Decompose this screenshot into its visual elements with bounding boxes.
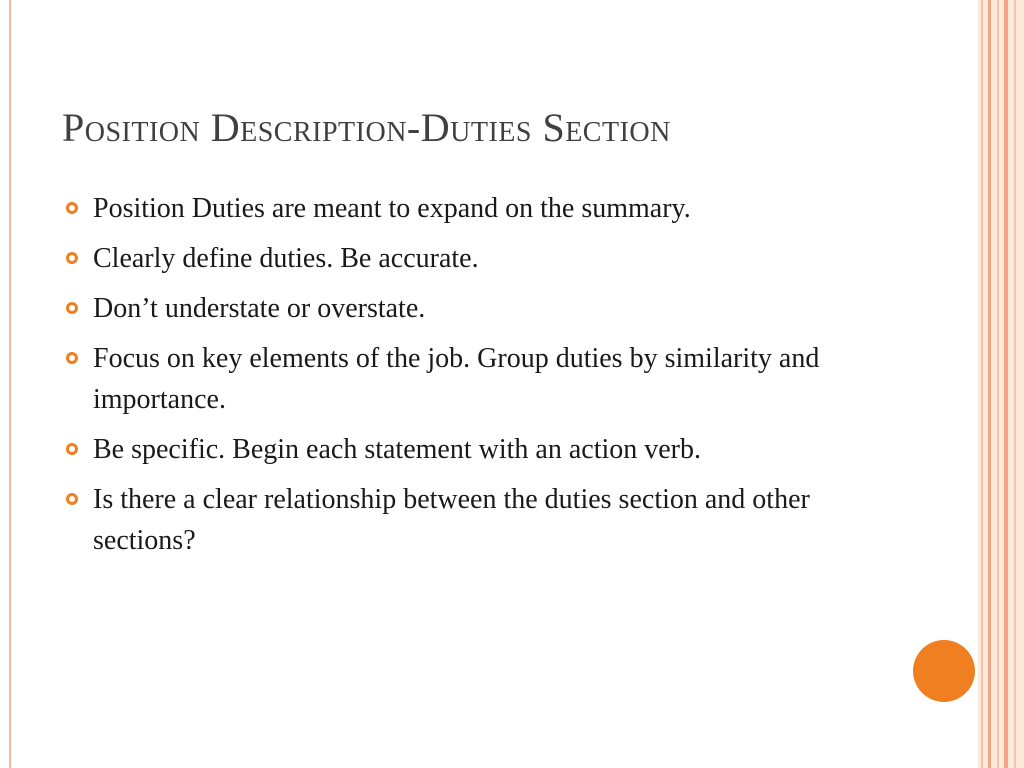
bullet-item <box>66 238 866 279</box>
border-stripe <box>988 0 991 768</box>
ring-bullet-icon <box>66 302 78 314</box>
bullet-item <box>66 188 866 229</box>
right-border-stripes <box>978 0 1024 768</box>
bullet-text: Clearly define duties. Be accurate. <box>93 243 479 274</box>
bullet-item <box>66 288 866 329</box>
border-stripe <box>1014 0 1016 768</box>
bullet-text: Be specific. Begin each statement with an action verb. <box>93 434 702 465</box>
ring-bullet-icon <box>66 252 78 264</box>
border-stripe <box>981 0 983 768</box>
bullet-list <box>66 188 866 570</box>
ring-bullet-icon <box>66 493 78 505</box>
border-stripe <box>1004 0 1008 768</box>
bullet-text: Is there a clear relationship between the duties section and other sections? <box>93 484 810 556</box>
bullet-text: Don’t understate or overstate. <box>93 293 426 324</box>
bullet-text: Position Duties are meant to expand on the summary. <box>93 193 691 224</box>
bullet-item <box>66 338 866 420</box>
ring-bullet-icon <box>66 352 78 364</box>
bullet-item <box>66 479 866 561</box>
slide-title: Position Description-Duties Section <box>62 105 671 150</box>
ring-bullet-icon <box>66 202 78 214</box>
border-stripe <box>997 0 999 768</box>
left-frame-line <box>9 0 11 768</box>
orange-circle-icon <box>913 640 975 702</box>
bullet-item <box>66 429 866 470</box>
ring-bullet-icon <box>66 443 78 455</box>
bullet-text: Focus on key elements of the job. Group duties by similarity and importance. <box>93 343 820 415</box>
